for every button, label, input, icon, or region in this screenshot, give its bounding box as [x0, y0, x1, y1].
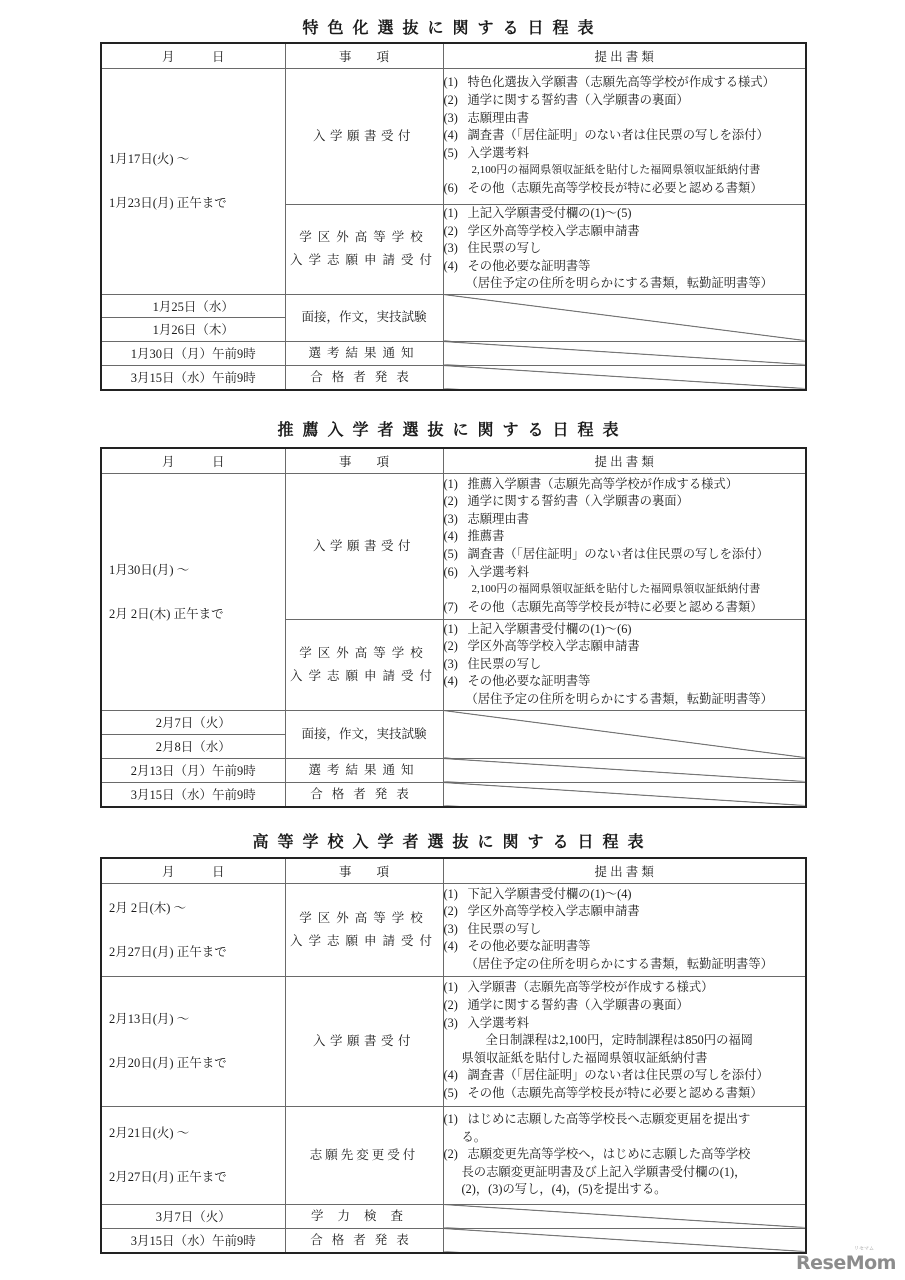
doc-line: (1) 上記入学願書受付欄の(1)～(6) — [443, 621, 632, 636]
doc-line: (6) その他（志願先高等学校長が特に必要と認める書類） — [443, 180, 763, 195]
doc-line: (2) 通学に関する誓約書（入学願書の裏面） — [443, 494, 689, 509]
date-cell: 1月25日（水） — [101, 294, 285, 317]
table-row — [101, 1204, 806, 1228]
item-cell: 面接，作文，実技試験 — [285, 294, 443, 341]
table-header-row — [101, 858, 806, 883]
doc-line: (3) 住民票の写し — [443, 921, 542, 936]
table-row — [101, 365, 806, 390]
date-start: 2月 2日(木) ～ — [109, 900, 187, 915]
empty-docs-cell — [443, 710, 806, 758]
schedule-table-tokushokuka — [100, 42, 807, 391]
doc-line: (3) 住民票の写し — [443, 241, 542, 256]
empty-docs-cell — [443, 758, 806, 782]
docs-cell — [443, 1106, 806, 1204]
schedule-table-koutougakkou — [100, 857, 807, 1254]
date-start: 1月30日(月) ～ — [109, 562, 190, 577]
date-cell: 3月15日（水）午前9時 — [101, 782, 285, 807]
doc-continuation: 全日制課程は2,100円，定時制課程は850円の福岡 — [485, 1033, 753, 1048]
doc-line: (1) 推薦入学願書（志願先高等学校が作成する様式） — [443, 476, 739, 491]
header-date: 月 日 — [101, 43, 285, 68]
docs-cell — [443, 473, 806, 619]
table-row — [101, 341, 806, 365]
doc-continuation: る。 — [461, 1129, 487, 1144]
doc-continuation: 長の志願変更証明書及び上記入学願書受付欄の(1)， — [461, 1164, 747, 1179]
empty-docs-cell — [443, 294, 806, 341]
doc-line: (1) 上記入学願書受付欄の(1)～(5) — [443, 206, 632, 221]
logo-text: ReseMom — [796, 1252, 896, 1274]
doc-line: (2) 志願変更先高等学校へ，はじめに志願した高等学校 — [443, 1147, 751, 1162]
item-cell: 面接，作文，実技試験 — [285, 710, 443, 758]
doc-line: (3) 住民票の写し — [443, 656, 542, 671]
empty-docs-cell — [443, 1204, 806, 1228]
table-row — [101, 1106, 806, 1204]
schedule-title-tokushokuka: 特色化選抜に関する日程表 — [302, 18, 603, 37]
doc-line: (2) 学区外高等学校入学志願申請書 — [443, 639, 640, 654]
doc-line: (3) 入学選考料 — [443, 1015, 529, 1030]
item-cell: 学区外高等学校 入学志願申請受付 — [285, 619, 443, 710]
docs-cell — [443, 68, 806, 204]
item-cell: 入学願書受付 — [285, 68, 443, 204]
doc-line: (4) 推薦書 — [443, 529, 505, 544]
date-start: 1月17日(火) ～ — [109, 152, 190, 166]
doc-line: (5) その他（志願先高等学校長が特に必要と認める書類） — [443, 1085, 763, 1100]
header-docs: 提 出 書 類 — [443, 448, 806, 473]
table-row — [101, 976, 806, 1106]
doc-line: (2) 学区外高等学校入学志願申請書 — [443, 904, 640, 919]
doc-line: (3) 志願理由書 — [443, 511, 529, 526]
date-start: 2月13日(月) ～ — [109, 1012, 190, 1026]
date-cell — [101, 976, 285, 1106]
header-item: 事 項 — [285, 43, 443, 68]
table-header-row — [101, 448, 806, 473]
item-cell: 学力検査 — [285, 1204, 443, 1228]
doc-line: (7) その他（志願先高等学校長が特に必要と認める書類） — [443, 599, 763, 614]
date-cell — [101, 883, 285, 976]
date-end: 2月 2日(木) 正午まで — [109, 606, 224, 621]
doc-line: (4) その他必要な証明書等 — [443, 258, 591, 273]
date-end: 2月20日(月) 正午まで — [109, 1056, 227, 1070]
item-cell: 入学願書受付 — [285, 976, 443, 1106]
date-end: 2月27日(月) 正午まで — [109, 944, 227, 959]
date-cell: 2月13日（月）午前9時 — [101, 758, 285, 782]
doc-line: (4) その他必要な証明書等 — [443, 939, 591, 954]
doc-line: (4) 調査書（「居住証明」のない者は住民票の写しを添付） — [443, 128, 769, 143]
doc-line: (5) 入学選考料 — [443, 145, 529, 160]
doc-line: (1) 入学願書（志願先高等学校が作成する様式） — [443, 980, 714, 995]
item-cell: 合格者発表 — [285, 365, 443, 390]
item-cell: 選考結果通知 — [285, 341, 443, 365]
doc-subline: （居住予定の住所を明らかにする書類，転勤証明書等） — [465, 276, 773, 291]
docs-cell — [443, 204, 806, 294]
doc-line: (1) 特色化選抜入学願書（志願先高等学校が作成する様式） — [443, 75, 775, 90]
schedule-title-suisen: 推薦入学者選抜に関する日程表 — [277, 420, 628, 439]
date-cell — [101, 473, 285, 710]
item-cell: 合格者発表 — [285, 782, 443, 807]
empty-docs-cell — [443, 341, 806, 365]
date-cell — [101, 1106, 285, 1204]
doc-line: (6) 入学選考料 — [443, 564, 529, 579]
header-date: 月 日 — [101, 448, 285, 473]
doc-subline: 2,100円の福岡県領収証紙を貼付した福岡県領収証紙納付書 — [471, 583, 761, 596]
doc-line: (5) 調査書（「居住証明」のない者は住民票の写しを添付） — [443, 547, 769, 561]
empty-docs-cell — [443, 782, 806, 807]
date-end: 1月23日(月) 正午まで — [109, 196, 227, 210]
table-row — [101, 782, 806, 807]
item-cell: 志願先変更受付 — [285, 1106, 443, 1204]
date-cell: 2月8日（水） — [101, 734, 285, 758]
doc-line: (2) 学区外高等学校入学志願申請書 — [443, 223, 640, 238]
date-cell: 1月26日（木） — [101, 317, 285, 341]
table-header-row — [101, 43, 806, 68]
doc-continuation: 県領収証紙を貼付した福岡県領収証紙納付書 — [461, 1050, 708, 1065]
docs-cell — [443, 619, 806, 710]
date-cell: 2月7日（火） — [101, 710, 285, 734]
doc-line: (1) はじめに志願した高等学校長へ志願変更届を提出す — [443, 1112, 751, 1127]
logo-kana: リセマム — [854, 1246, 874, 1252]
table-row — [101, 710, 806, 734]
header-date: 月 日 — [101, 858, 285, 883]
item-cell: 入学願書受付 — [285, 473, 443, 619]
table-row — [101, 68, 806, 204]
doc-subline: （居住予定の住所を明らかにする書類，転勤証明書等） — [465, 691, 773, 706]
doc-subline: （居住予定の住所を明らかにする書類，転勤証明書等） — [465, 956, 773, 971]
item-cell: 選考結果通知 — [285, 758, 443, 782]
header-docs: 提 出 書 類 — [443, 858, 806, 883]
date-cell: 3月7日（火） — [101, 1204, 285, 1228]
doc-subline: 2,100円の福岡県領収証紙を貼付した福岡県領収証紙納付書 — [471, 164, 761, 177]
item-cell: 合格者発表 — [285, 1228, 443, 1253]
table-row — [101, 294, 806, 317]
docs-cell — [443, 883, 806, 976]
item-cell: 学区外高等学校 入学志願申請受付 — [285, 204, 443, 294]
table-row — [101, 883, 806, 976]
schedule-table-suisen — [100, 447, 807, 808]
empty-docs-cell — [443, 1228, 806, 1253]
date-start: 2月21日(火) ～ — [109, 1126, 190, 1140]
date-cell: 3月15日（水）午前9時 — [101, 365, 285, 390]
header-item: 事 項 — [285, 448, 443, 473]
doc-line: (1) 下記入学願書受付欄の(1)～(4) — [443, 886, 632, 901]
doc-line: (2) 通学に関する誓約書（入学願書の裏面） — [443, 998, 689, 1013]
docs-cell — [443, 976, 806, 1106]
schedule-title-koutougakkou: 高等学校入学者選抜に関する日程表 — [252, 832, 653, 851]
doc-line: (4) その他必要な証明書等 — [443, 674, 591, 689]
doc-line: (4) 調査書（「居住証明」のない者は住民票の写しを添付） — [443, 1068, 769, 1083]
header-docs: 提 出 書 類 — [443, 43, 806, 68]
date-cell: 3月15日（水）午前9時 — [101, 1228, 285, 1253]
date-cell: 1月30日（月）午前9時 — [101, 341, 285, 365]
resemom-logo — [796, 1244, 896, 1276]
table-row — [101, 758, 806, 782]
date-cell — [101, 68, 285, 294]
doc-line: (2) 通学に関する誓約書（入学願書の裏面） — [443, 93, 689, 108]
header-item: 事 項 — [285, 858, 443, 883]
doc-continuation: (2)，(3)の写し，(4)，(5)を提出する。 — [461, 1182, 667, 1197]
doc-line: (3) 志願理由書 — [443, 110, 529, 125]
table-row — [101, 1228, 806, 1253]
table-row — [101, 473, 806, 619]
item-cell: 学区外高等学校 入学志願申請受付 — [285, 883, 443, 976]
empty-docs-cell — [443, 365, 806, 390]
date-end: 2月27日(月) 正午まで — [109, 1170, 227, 1184]
